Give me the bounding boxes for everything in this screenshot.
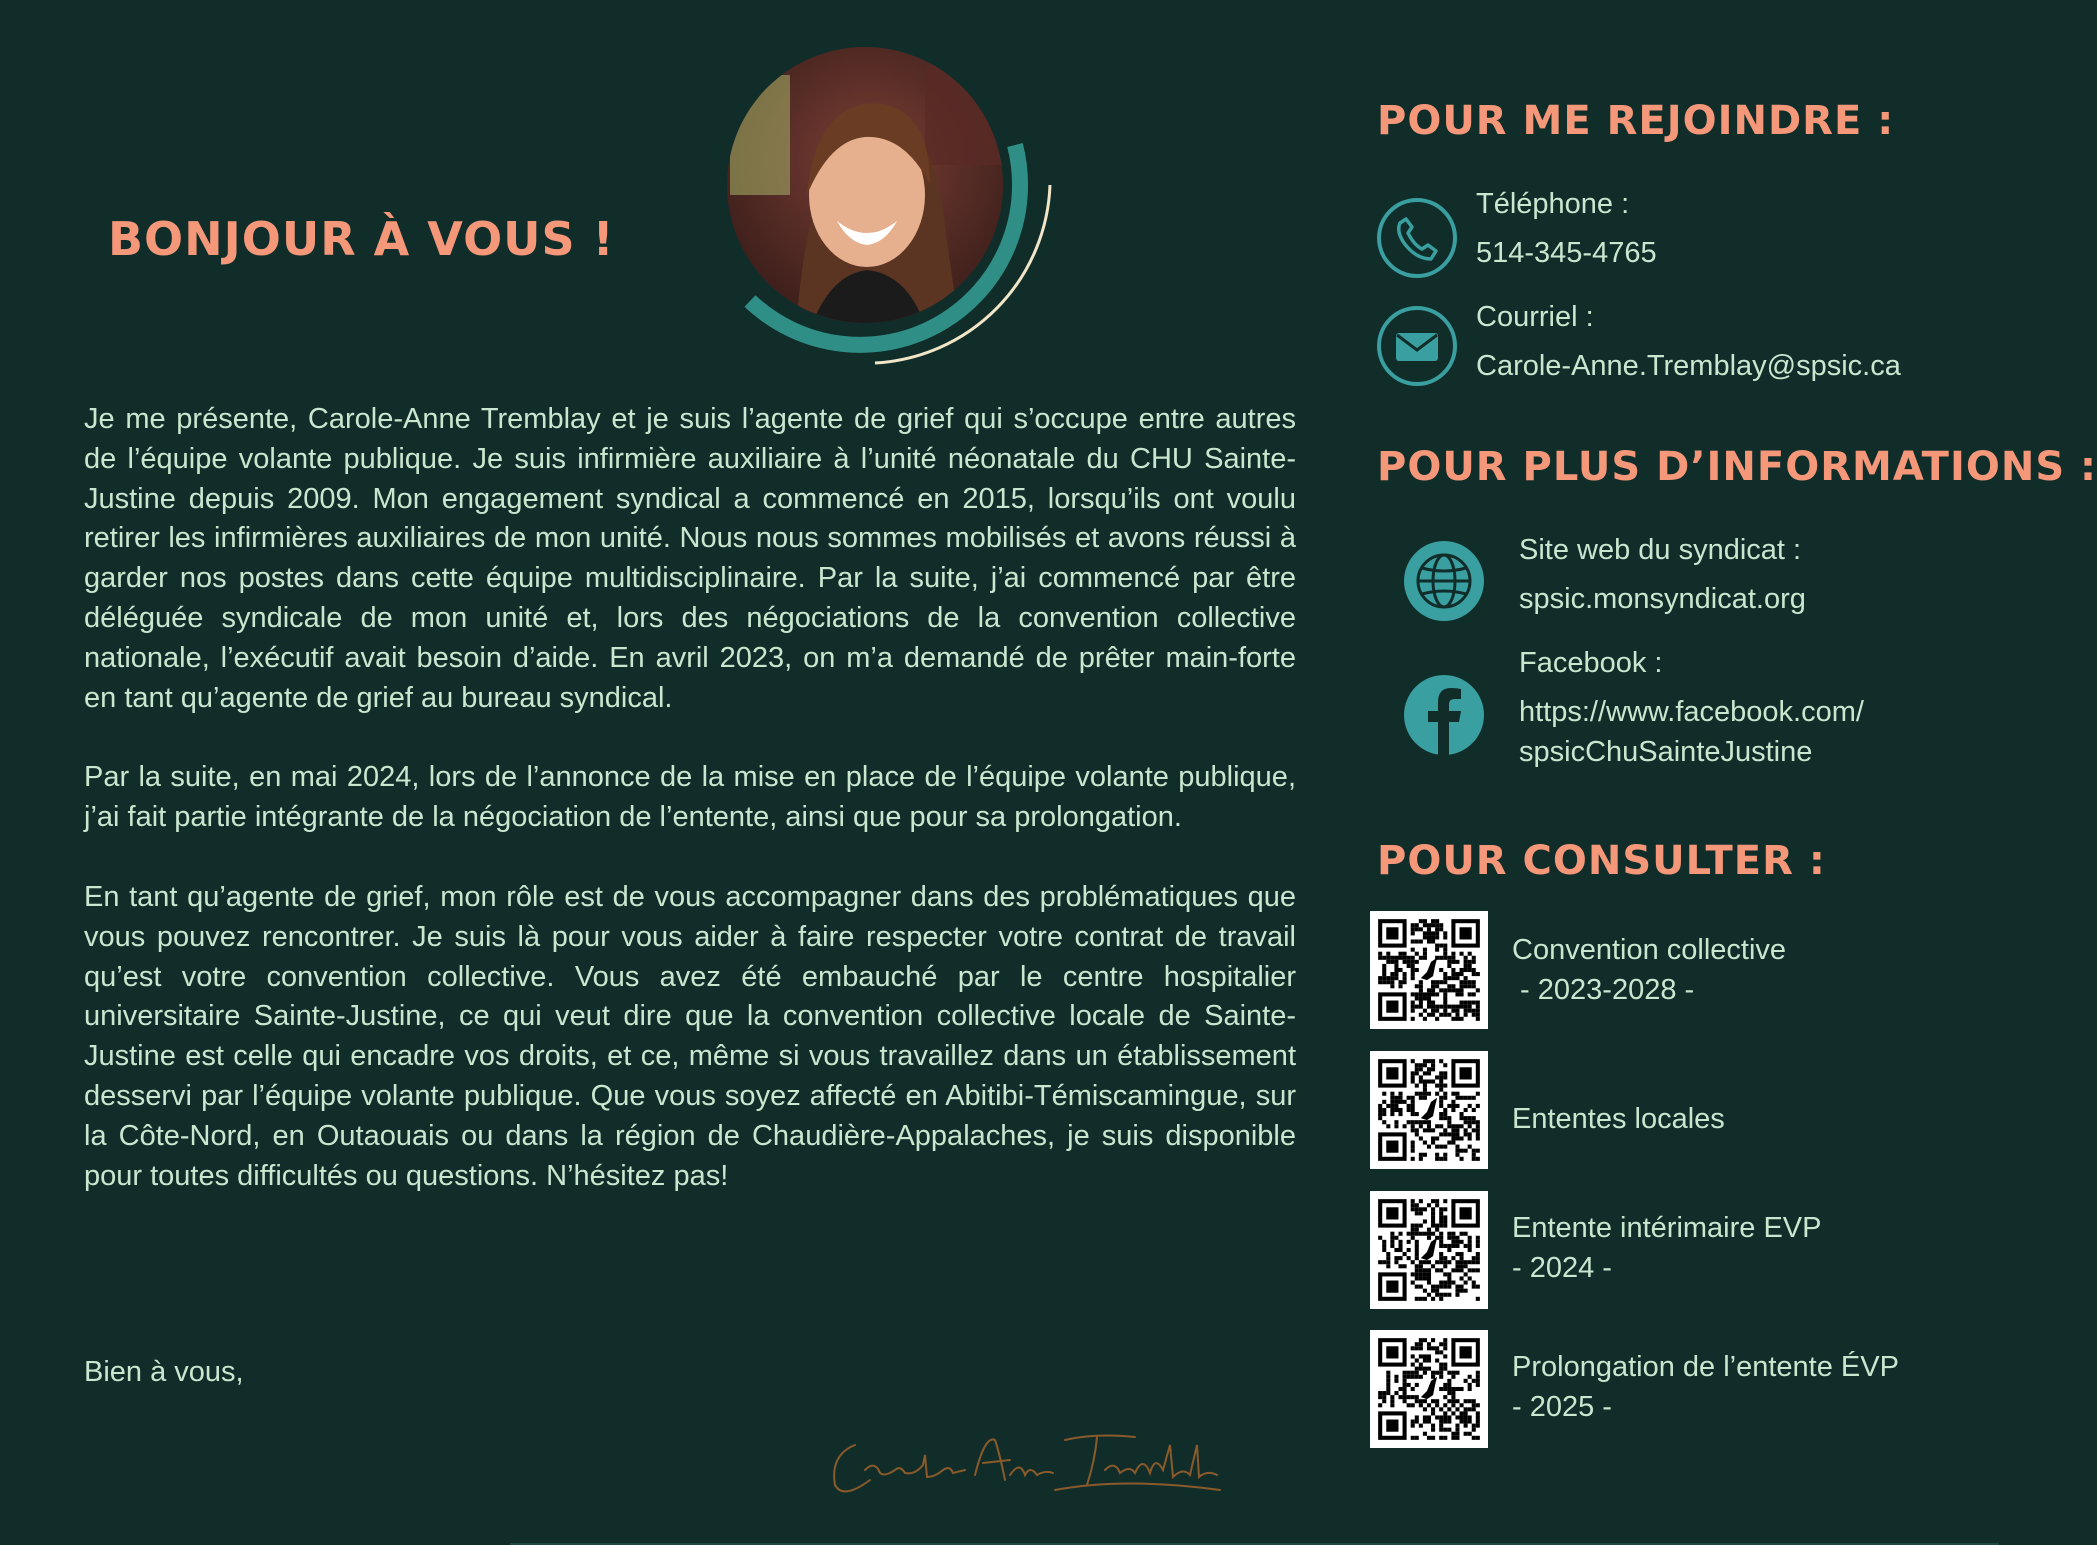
consult-item-convention[interactable]: Convention collective - 2023-2028 -: [1512, 934, 1787, 1006]
greeting-heading: BONJOUR À VOUS !: [108, 212, 615, 266]
globe-icon: [1403, 540, 1485, 622]
letter-closing: Bien à vous,: [84, 1356, 244, 1388]
info-heading: POUR PLUS D’INFORMATIONS :: [1377, 444, 2097, 490]
consult-item-prolongation[interactable]: Prolongation de l’entente ÉVP - 2025 -: [1512, 1351, 1899, 1423]
qr-code-prolongation[interactable]: [1370, 1330, 1488, 1448]
letter-paragraph: Je me présente, Carole-Anne Tremblay et je suis l’agente de grief qui s’occupe entre autres de l’équipe volante publique. Je suis infirmière auxiliaire à l’unité néonatale du CHU Sainte-Justine depuis 2009. Mon engagement syndical a commencé en 2015, lorsqu’ils ont voulu retirer les infirmières auxiliaires de mon unité. Nous nous sommes mobilisés et avons réussi à garder nos postes dans cette équipe multidisciplinaire. Par la suite, j’ai commencé par être déléguée syndicale de mon unité et, lors des négociations de la convention collective nationale, l’exécutif avait besoin d’aide. En avril 2023, on m’a demandé de prêter main-forte en tant qu’agente de grief au bureau syndical.: [84, 403, 1296, 714]
letter-paragraph: En tant qu’agente de grief, mon rôle est de vous accompagner dans des problématiques que vous pouvez rencontrer. Je suis là pour vous aider à faire respecter votre contrat de travail qu’est votre convention collective. Vous avez été embauché par le centre hospitalier universitaire Sainte-Justine, ce qui veut dire que la convention collective locale de Sainte-Justine est celle qui encadre vos droits, et ce, même si vous travaillez dans un établissement desservi par l’équipe volante publique. Que vous soyez affecté en Abitibi-Témiscamingue, sur la Côte-Nord, en Outaouais ou dans la région de Chaudière-Appalaches, je suis disponible pour toutes difficultés ou questions. N’hésitez pas!: [84, 880, 1296, 1192]
letter-paragraph: Par la suite, en mai 2024, lors de l’annonce de la mise en place de l’équipe volante publique, j’ai fait partie intégrante de la négociation de l’entente, ainsi que pour sa prolongation.: [84, 761, 1296, 834]
consult-item-entente-evp[interactable]: Entente intérimaire EVP - 2024 -: [1512, 1212, 1822, 1284]
consult-heading: POUR CONSULTER :: [1377, 838, 1826, 884]
introduction-letter: [84, 400, 1296, 1236]
phone-icon: [1376, 197, 1458, 279]
qr-code-entente-evp[interactable]: [1370, 1191, 1488, 1309]
contact-heading: POUR ME REJOINDRE :: [1377, 98, 1895, 144]
qr-pattern: [1370, 1191, 1488, 1309]
facebook-label: Facebook :: [1519, 647, 1663, 679]
qr-pattern: [1370, 1051, 1488, 1169]
website-label: Site web du syndicat :: [1519, 534, 1802, 566]
email-value[interactable]: Carole-Anne.Tremblay@spsic.ca: [1476, 350, 1901, 382]
qr-pattern: [1370, 1330, 1488, 1448]
phone-label: Téléphone :: [1476, 188, 1630, 220]
qr-pattern: [1370, 911, 1488, 1029]
envelope-icon: [1376, 305, 1458, 387]
signature-image: [825, 1415, 1240, 1505]
qr-code-convention[interactable]: [1370, 911, 1488, 1029]
profile-photo: [725, 45, 1055, 375]
qr-code-ententes-locales[interactable]: [1370, 1051, 1488, 1169]
facebook-url-line2[interactable]: spsicChuSainteJustine: [1519, 736, 1813, 768]
website-value[interactable]: spsic.monsyndicat.org: [1519, 583, 1806, 615]
facebook-url-line1[interactable]: https://www.facebook.com/: [1519, 696, 1864, 728]
phone-value[interactable]: 514-345-4765: [1476, 237, 1657, 269]
facebook-icon: [1403, 674, 1485, 756]
consult-item-ententes-locales[interactable]: Ententes locales: [1512, 1103, 1725, 1135]
email-label: Courriel :: [1476, 301, 1594, 333]
